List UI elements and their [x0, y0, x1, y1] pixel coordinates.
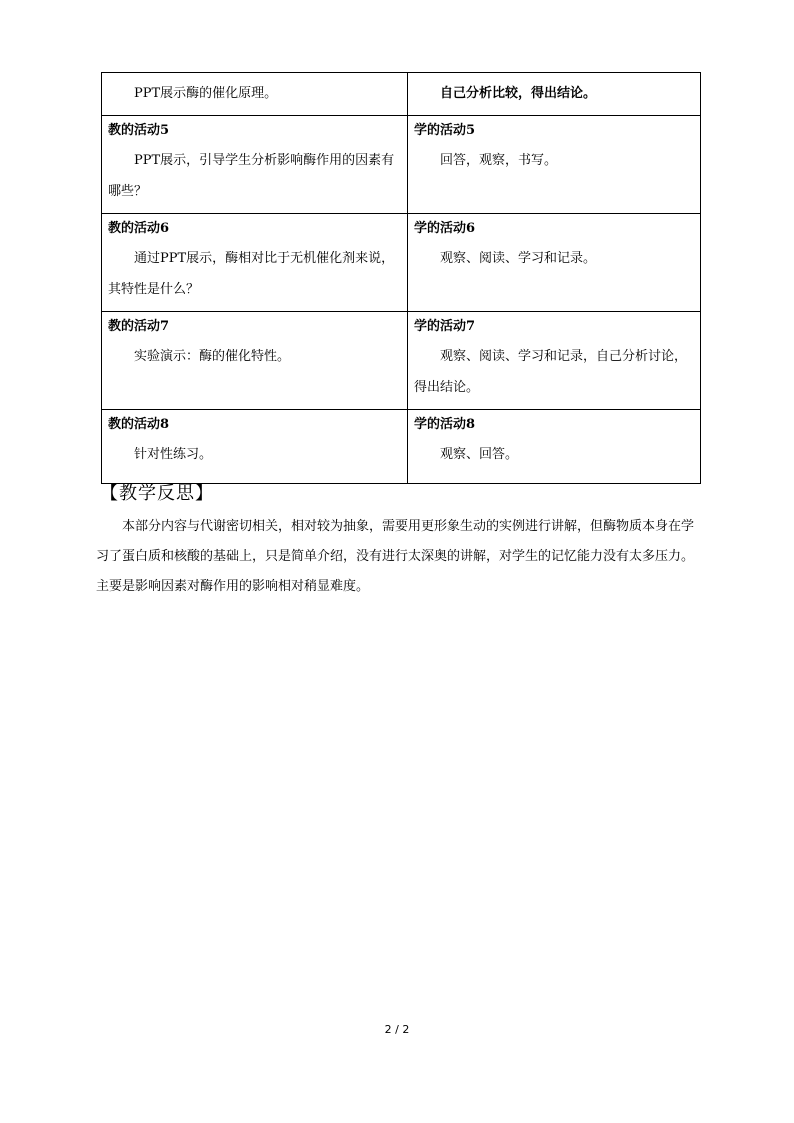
teacher-activity-heading: 教的活动7	[108, 319, 170, 334]
student-cell	[408, 214, 701, 312]
student-cell	[408, 73, 701, 116]
page-number: 2 / 2	[384, 1023, 410, 1036]
student-activity-heading: 学的活动6	[414, 221, 476, 236]
teacher-activity-text: PPT展示酶的催化原理。	[134, 86, 278, 101]
table-row	[102, 214, 701, 312]
teacher-activity-heading: 教的活动6	[108, 221, 170, 236]
teacher-activity-text: PPT展示，引导学生分析影响酶作用的因素有哪些？	[108, 153, 395, 199]
teacher-cell	[102, 116, 408, 214]
table-row	[102, 116, 701, 214]
student-cell	[408, 116, 701, 214]
teaching-activities-table	[101, 72, 701, 484]
teacher-cell	[102, 73, 408, 116]
teacher-activity-text: 实验演示：酶的催化特性。	[134, 349, 291, 364]
teacher-activity-heading: 教的活动8	[108, 417, 170, 432]
table-row	[102, 73, 701, 116]
student-cell	[408, 312, 701, 410]
student-activity-text: 回答，观察，书写。	[440, 153, 558, 168]
student-activity-heading: 学的活动7	[414, 319, 476, 334]
reflection-title: 【教学反思】	[100, 483, 214, 504]
teacher-activity-heading: 教的活动5	[108, 123, 170, 138]
student-cell	[408, 410, 701, 484]
teacher-cell	[102, 312, 408, 410]
student-activity-heading: 学的活动5	[414, 123, 476, 138]
teacher-activity-text: 通过PPT展示，酶相对比于无机催化剂来说，其特性是什么？	[108, 251, 395, 297]
student-activity-text: 观察、阅读、学习和记录，自己分析讨论，得出结论。	[414, 349, 688, 395]
table-row	[102, 410, 701, 484]
teacher-activity-text: 针对性练习。	[134, 447, 213, 462]
reflection-body: 本部分内容与代谢密切相关，相对较为抽象，需要用更形象生动的实例进行讲解，但酶物质本身在学习了蛋白质和核酸的基础上，只是简单介绍，没有进行太深奥的讲解，对学生的记忆能力没有太多压力。主要是影响因素对酶作用的影响相对稍显难度。	[96, 519, 695, 594]
teacher-cell	[102, 214, 408, 312]
student-activity-text: 观察、阅读、学习和记录。	[440, 251, 597, 266]
student-activity-text: 自己分析比较，得出结论。	[440, 86, 597, 101]
table-row	[102, 312, 701, 410]
student-activity-heading: 学的活动8	[414, 417, 476, 432]
teacher-cell	[102, 410, 408, 484]
student-activity-text: 观察、回答。	[440, 447, 519, 462]
